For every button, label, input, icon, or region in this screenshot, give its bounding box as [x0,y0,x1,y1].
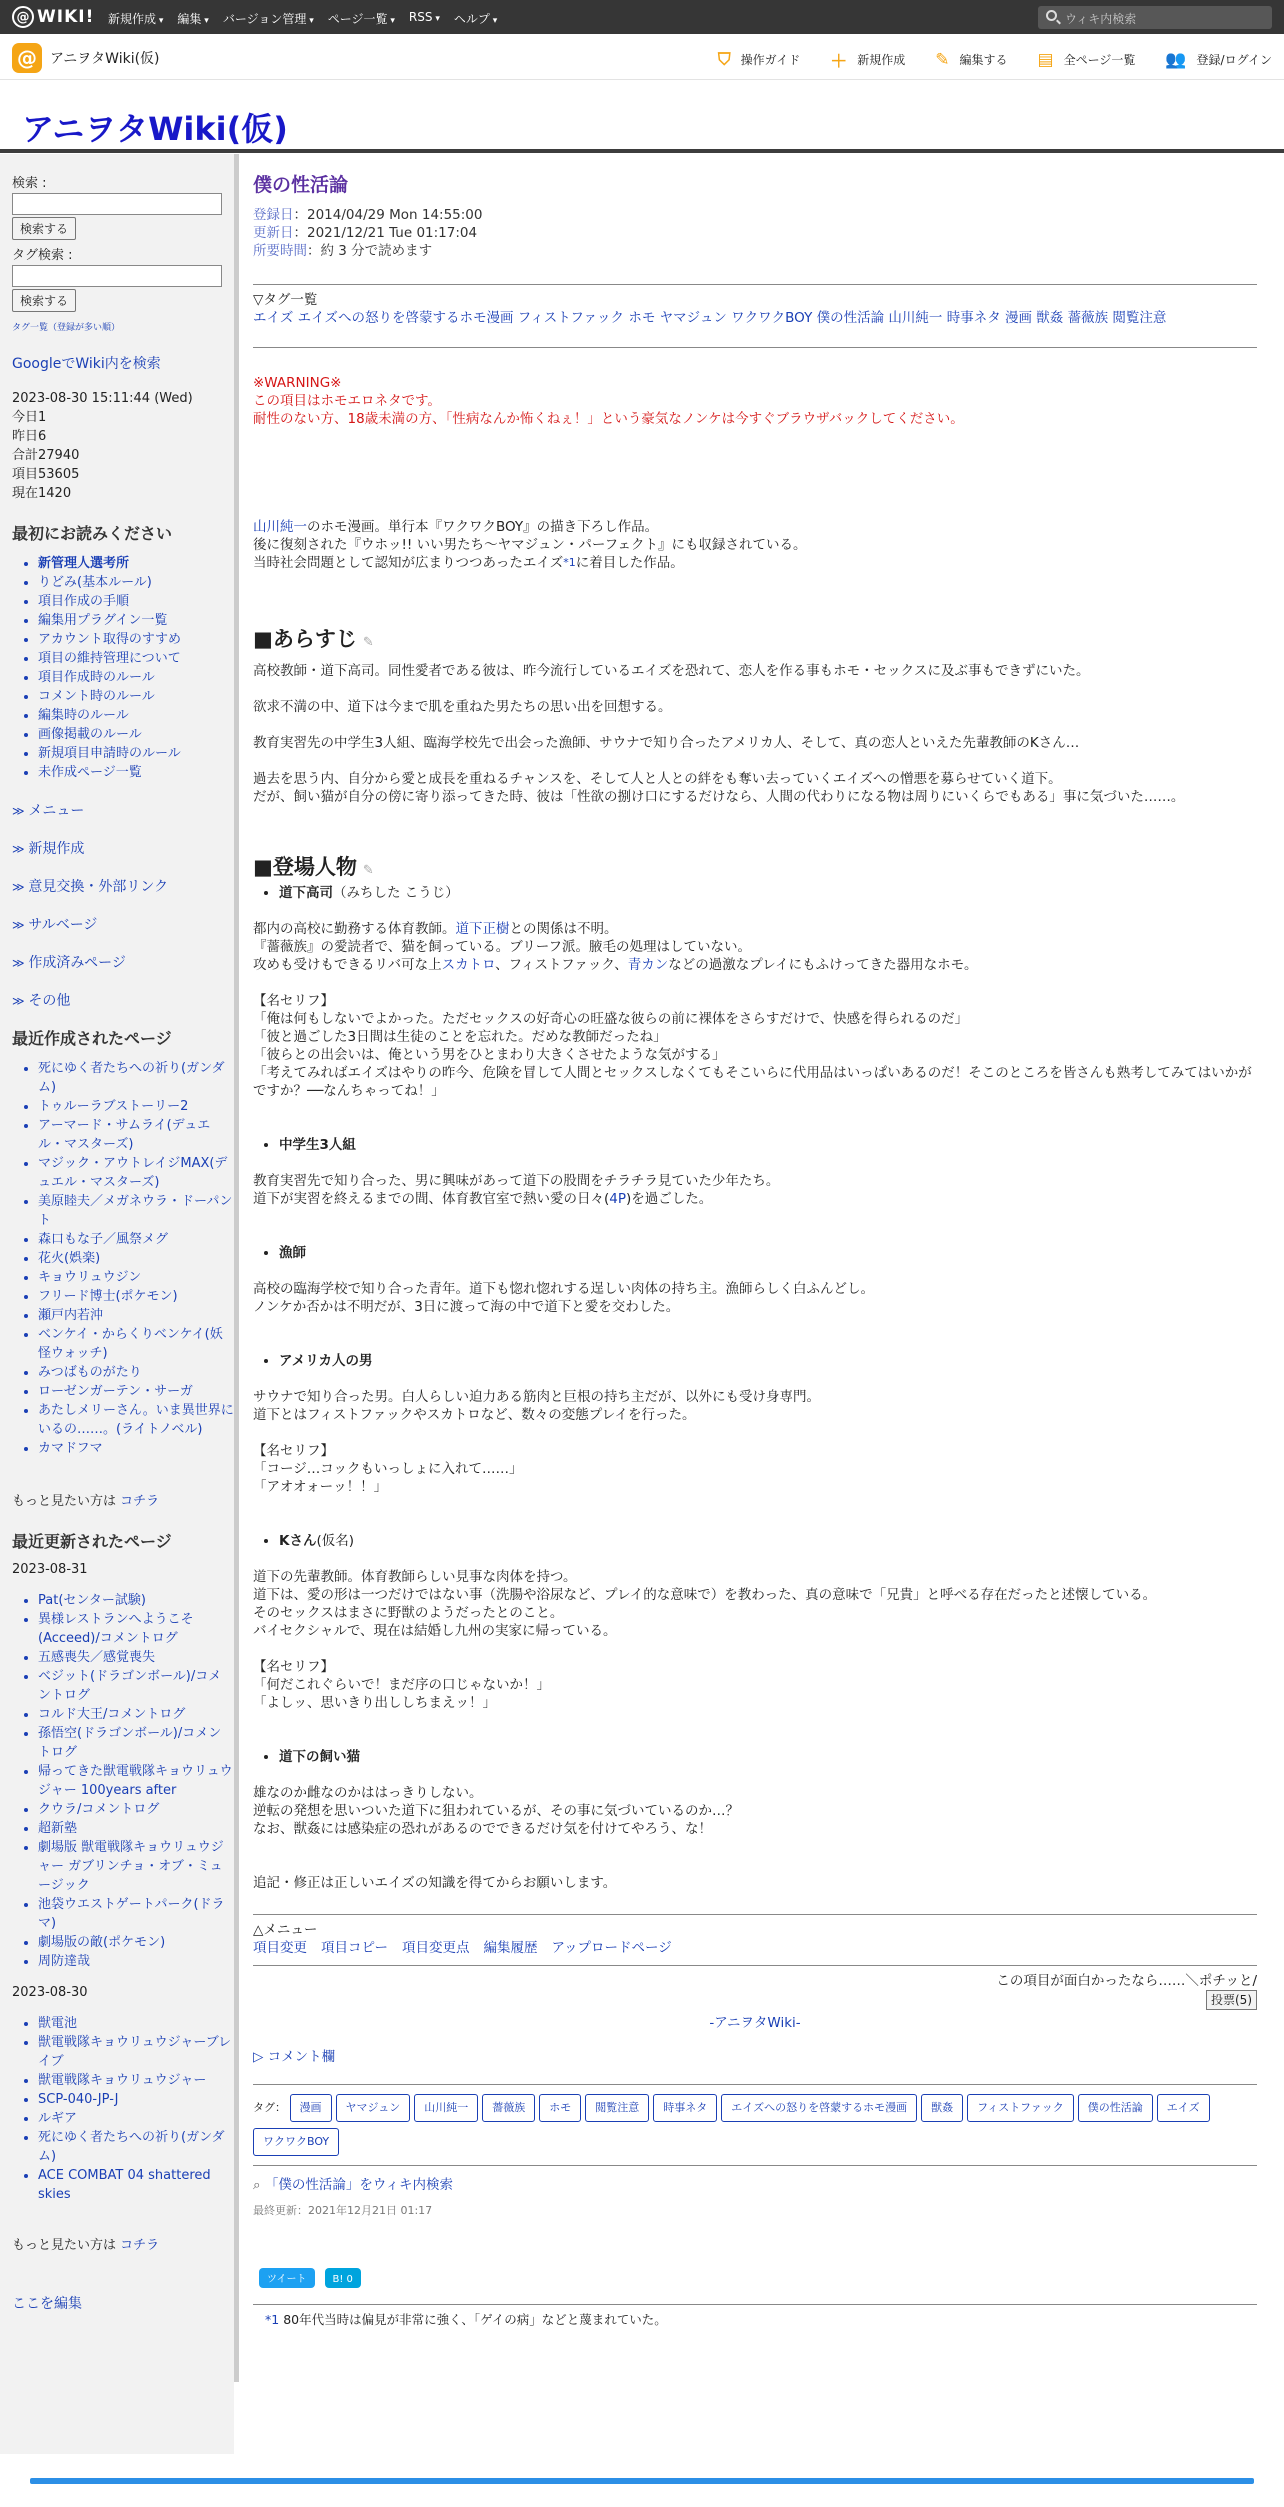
recent-updated-item[interactable]: • 異様レストランへようこそ(Acceed)/コメントログ [38,1610,234,1648]
recent-updated-heading: 最近更新されたページ [12,1532,172,1551]
recent-updated-item[interactable]: • 獣電池 [38,2014,234,2033]
tweet-button[interactable]: ツイート [259,2268,315,2288]
first-read-item[interactable]: • 項目作成の手順 [38,592,234,611]
closing-line: 追記・修正は正しいエイズの知識を得てからお願いします。 [253,1875,617,1891]
quote-heading: 【名セリフ】 [253,993,334,1009]
title-divider [0,149,1284,153]
footer-signature[interactable]: -アニヲタWiki- [709,2015,801,2031]
recent-updated-item[interactable]: • 孫悟空(ドラゴンボール)/コメントログ [38,1724,234,1762]
c1-line-2: 『薔薇族』の愛読者で、猫を飼っている。ブリーフ派。腋毛の処理はしていない。 [253,939,752,955]
wiki-title[interactable]: アニヲタWiki(仮) [22,110,288,148]
bottom-bar [30,2478,1254,2484]
c2-line-1: 教育実習先で知り合った、男に興味があって道下の股間をチラチラ見ていた少年たち。 [253,1173,780,1189]
tag-list-link[interactable]: タグ一覧（登録が多い順） [12,323,121,333]
recent-created-item[interactable]: • 森口もな子／風祭メグ [38,1230,234,1249]
first-read-item[interactable]: • コメント時のルール [38,687,234,706]
sidebar-search-input[interactable] [12,193,222,215]
tag-search-input[interactable] [12,265,222,287]
edit-section-icon[interactable]: ✎ [362,863,374,878]
more-text: もっと見たい方は [12,1494,117,1509]
edit-button[interactable] [935,47,1007,72]
tag-chip[interactable]: 薔薇族 [482,2094,535,2122]
more-created [12,1490,234,1509]
synopsis-2: 欲求不満の中、道下は今まで肌を重ねた男たちの思い出を回想する。 [253,699,672,715]
page-title: 僕の性活論 [253,174,349,196]
footnote-ref[interactable]: *1 [563,556,576,569]
character-name: • 漁師 [279,1244,1257,1262]
c5-line-4: バイセクシャルで、現在は結婚し九州の実家に帰っている。 [253,1623,617,1639]
sidebar [0,154,234,2454]
divider [253,1965,1257,1966]
menu-heading: △メニュー [253,1922,318,1938]
recent-updated-item[interactable]: • 帰ってきた獣電戦隊キョウリュウジャー 100years after [38,1762,234,1800]
tag-chip[interactable]: ヤマジュン [336,2094,411,2122]
section-title: ■登場人物 [253,855,357,879]
folder-salvage[interactable]: ≫ サルベージ [12,914,234,934]
c3-line-2: ノンケか否かは不明だが、3日に渡って海の中で道下と愛を交わした。 [253,1299,680,1315]
stat-items: 項目53605 [12,467,80,482]
search-icon [1046,10,1057,21]
warning-line-2: 耐性のない方、18歳未満の方、「性病なんか怖くねぇ！」という豪気なノンケは今すぐブラウザバックしてください。 [253,411,964,427]
stat-today: 今日1 [12,410,47,425]
site-brand[interactable] [12,43,160,73]
character-name: • 道下の飼い猫 [279,1748,1257,1766]
top-menu [108,10,497,27]
divider [253,1914,1257,1915]
c1-quote: 「考えてみればエイズはやりの昨今、危険を冒して人間とセックスしなくてもそこいらに代用品はいっぱいあるのだ！そこのところを皆さんも熟考してみてはいかがですか？──なんちゃってね！」 [253,1065,1252,1099]
tag-chip[interactable]: フィストファック [967,2094,1074,2122]
character-4 [253,1352,1257,1370]
meta-value: ：2014/04/29 Mon 14:55:00 [293,207,483,223]
divider [253,347,1257,348]
recent-updated-item[interactable]: • ルギア [38,2109,234,2128]
sidebar-search-button[interactable]: 検索する [12,217,76,240]
page-copy-link[interactable]: 項目コピー [321,1940,388,1956]
recent-created-item[interactable]: • 死にゆく者たちへの祈り(ガンダム) [38,1059,234,1097]
tag-chip[interactable]: ワクワクBOY [253,2128,339,2156]
new-page-button[interactable] [830,47,905,72]
recent-created-list [38,1059,234,1458]
recent-updated-item[interactable]: • 劇場版の敵(ポケモン) [38,1933,234,1952]
recent-created-heading: 最近作成されたページ [12,1029,172,1048]
folder-other[interactable]: ≫ その他 [12,990,234,1010]
first-read-item[interactable]: • 項目の維持管理について [38,649,234,668]
tags-label: タグ： [253,2101,286,2114]
recent-created-item[interactable]: • マジック・アウトレイジMAX(デュエル・マスターズ) [38,1154,234,1192]
all-pages-button[interactable] [1038,47,1136,72]
c1-line-1 [253,920,1257,938]
new-label: 新規作成 [857,53,906,67]
hatena-button[interactable]: B! 0 [325,2268,361,2288]
recent-updated-item[interactable]: • SCP-040-JP-J [38,2090,234,2109]
folder-created[interactable]: ≫ 作成済みページ [12,952,234,972]
meta-key: 所要時間 [253,243,307,259]
warning-title: ※WARNING※ [253,375,342,391]
tag-chip[interactable]: 閲覧注意 [585,2094,649,2122]
c5-quote: 「よしッ、思いきり出ししちまえッ！」 [253,1695,496,1711]
tag-chip[interactable]: ホモ [539,2094,581,2122]
author-link[interactable]: 山川純一 [253,519,307,535]
recent-updated-list-2 [38,2014,234,2204]
first-read-heading: 最初にお読みください [12,524,173,543]
characters-heading [253,855,1257,880]
intro-line-3 [253,554,1257,572]
c2-line-2 [253,1190,1257,1208]
tag-search-label: タグ検索 : [12,248,73,263]
menu-new[interactable]: 新規作成 ▾ [108,10,163,27]
brand-at-icon: @ [12,43,42,73]
intro-text: 当時社会問題として認知が広まりつつあったエイズ [253,555,564,571]
menu-version[interactable]: バージョン管理 ▾ [223,10,314,27]
menu-help[interactable]: ヘルプ ▾ [454,10,497,27]
first-read-item[interactable]: • 未作成ページ一覧 [38,763,234,782]
more-updated [12,2234,234,2253]
more-created-link[interactable]: コチラ [120,1494,160,1509]
action-bar [718,47,1272,72]
at-logo-icon: @ [12,6,34,28]
char-name: Kさん [279,1533,317,1549]
recent-updated-item[interactable]: • 池袋ウエストゲートパーク(ドラマ) [38,1895,234,1933]
divider [253,2304,1257,2305]
recent-created-item[interactable]: • あたしメリーさん。いま異世界にいるの……。(ライトノベル) [38,1401,234,1439]
related-link[interactable]: スカトロ [441,957,496,973]
brand-name: アニヲタWiki(仮) [50,51,160,67]
guide-icon: ⛉ [717,49,731,70]
vote-area [253,1990,1257,2010]
top-navbar [0,0,1284,34]
character-1 [253,884,1257,902]
divider [253,2165,1257,2166]
search-placeholder: ウィキ内検索 [1065,12,1137,26]
c6-line-3: なお、獣姦には感染症の恐れがあるのでできるだけ気を付けてやろう、な！ [253,1821,712,1837]
recent-updated-item[interactable]: • ACE COMBAT 04 shattered skies [38,2166,234,2204]
page-diff-link[interactable]: 項目変更点 [401,1940,470,1956]
quote-heading: 【名セリフ】 [253,1443,334,1459]
footnote-anchor[interactable]: *1 [265,2312,280,2327]
text: 都内の高校に勤務する体育教師。 [253,921,456,937]
text: 、フィストファック、 [495,957,628,973]
users-icon: 👥 [1165,49,1187,70]
meta-value: ：約 3 分で読めます [307,243,433,259]
footnote-text: 80年代当時は偏見が非常に強く、「ゲイの病」などと蔑まれていた。 [283,2312,667,2327]
menu-edit[interactable]: 編集 ▾ [177,10,208,27]
more-text-2: もっと見たい方は [12,2238,117,2253]
c1-quote: 「俺は何もしないでよかった。ただセックスの好奇心の旺盛な彼らの前に裸体をさらすだけで、快感を得られるのだ」 [253,1011,969,1027]
meta-value: ：2021/12/21 Tue 01:17:04 [293,225,478,241]
search-icon: ⌕ [253,2177,265,2193]
folder-links[interactable]: ≫ 意見交換・外部リンク [12,876,234,896]
character-name [279,1532,1257,1550]
c6-line-2: 逆転の発想を思いついた道下に狙われているが、その事に気づいているのか…？ [253,1803,739,1819]
c1-quote: 「彼と過ごした3日間は生徒のことを忘れた。だめな教師だったね」 [253,1029,667,1045]
upload-page-link[interactable]: アップロードページ [551,1940,672,1956]
stat-total: 合計27940 [12,448,80,463]
tag-chip[interactable]: 漫画 [290,2094,332,2122]
more-updated-link[interactable]: コチラ [120,2238,160,2253]
document-icon: ▤ [1037,49,1054,70]
text: )を過ごした。 [626,1191,713,1207]
character-2 [253,1136,1257,1154]
recent-created-item[interactable]: • キョウリュウジン [38,1268,234,1287]
char-name: 道下高司 [279,885,333,901]
menu-rss[interactable]: RSS ▾ [409,10,440,27]
wiki-search-input[interactable] [1038,6,1272,29]
c4-quote: 「コージ…コックもいっしょに入れて……」 [253,1461,523,1477]
section-title: ■あらすじ [253,627,357,651]
edit-label: 編集する [959,53,1008,67]
recent-updated-item[interactable]: • 獣電戦隊キョウリュウジャーブレイブ [38,2033,234,2071]
c3-line-1: 高校の臨海学校で知り合った青年。道下も惚れ惚れする逞しい肉体の持ち主。漁師らしく白ふんどし。 [253,1281,874,1297]
share-buttons [259,2268,1257,2288]
recent-updated-item[interactable]: • 劇場版 獣電戦隊キョウリュウジャー ガブリンチョ・オブ・ミュージック [38,1838,234,1895]
first-read-item[interactable]: • 新管理人選考所 [38,554,234,573]
related-link[interactable]: 4P [609,1191,627,1207]
c5-quote: 「何だこれぐらいで！まだ序の口じゃないか！」 [253,1677,550,1693]
article [253,176,1257,2329]
login-label: 登録/ログイン [1196,53,1272,67]
tag-list-heading[interactable]: ▽タグ一覧 [253,292,318,308]
text: などの過激なプレイにもふけってきた器用なホモ。 [668,957,978,973]
tag-chip[interactable]: 山川純一 [414,2094,478,2122]
meta-registered [253,206,1257,224]
recent-created-item[interactable]: • アーマード・サムライ(デュエル・マスターズ) [38,1116,234,1154]
c4-quote: 「アオオォーッ！！」 [253,1479,388,1495]
tag-chip[interactable]: 獣姦 [921,2094,963,2122]
intro-line-1 [253,518,1257,536]
synopsis-3: 教育実習先の中学生3人組、臨海学校先で出会った漁師、サウナで知り合ったアメリカ人、そして、真の恋人といえた先輩教師のKさん… [253,735,1080,751]
c5-line-3: そのセックスはまさに野獣のようだったとのこと。 [253,1605,564,1621]
pencil-icon: ✎ [935,49,950,70]
recent-created-item[interactable]: • ベンケイ・からくりベンケイ(妖怪ウォッチ) [38,1325,234,1363]
edit-sidebar-link[interactable]: ここを編集 [12,2296,82,2312]
text: 攻めも受けもできるリバ可な上 [253,957,442,973]
all-pages-label: 全ページ一覧 [1063,53,1136,67]
first-read-item[interactable]: • 編集時のルール [38,706,234,725]
stat-datetime: 2023-08-30 15:11:44 (Wed) [12,391,193,406]
recent-updated-item[interactable]: • 超新塾 [38,1819,234,1838]
recent-created-item[interactable]: • みつばものがたり [38,1363,234,1382]
meta-key: 登録日 [253,207,294,223]
page-change-link[interactable]: 項目変更 [253,1940,307,1956]
char-reading: （みちした こうじ） [333,885,459,901]
divider [253,2084,1257,2085]
text: との関係は不明。 [509,921,618,937]
edit-section-icon[interactable]: ✎ [362,635,374,650]
c5-line-2: 道下は、愛の形は一つだけではない事（洗腸や浴尿など、プレイ的な意味で）を教わった、真の意味で「兄貴」と呼べる存在だったと述懐している。 [253,1587,1157,1603]
chips [253,2101,1214,2148]
intro-text: に着目した作品。 [575,555,684,571]
footnote [253,2311,1257,2329]
synopsis-5: だが、飼い猫が自分の傍に寄り添ってきた時、彼は「性欲の捌け口にするだけなら、人間の代わりになる物は周りにいくらでもある」事に気づいた……。 [253,789,1185,805]
char-reading: (仮名) [316,1533,355,1549]
logo-text: WIKI! [37,7,95,27]
sidebar-border [234,154,239,2382]
plus-icon: ＋ [830,52,848,72]
wiki-search-link[interactable] [253,2176,1257,2194]
intro-line-2: 後に復刻された『ウホッ!! いい男たち〜ヤマジュン・パーフェクト』にも収録されている。 [253,537,807,553]
tag-chip[interactable]: エイズへの怒りを啓蒙するホモ漫画 [721,2094,917,2122]
google-search-link[interactable]: GoogleでWiki内を検索 [12,356,161,372]
character-name [279,884,1257,902]
search-link-text: 「僕の性活論」をウィキ内検索 [264,2177,454,2193]
recent-updated-item[interactable]: • Pat(センター試験) [38,1591,234,1610]
date-heading-1: 2023-08-31 [12,1562,88,1577]
character-name: • アメリカ人の男 [279,1352,1257,1370]
last-update: 最終更新：2021年12月21日 01:17 [253,2204,433,2217]
recent-updated-item[interactable]: • ベジット(ドラゴンボール)/コメントログ [38,1667,234,1705]
recent-updated-item[interactable]: • クウラ/コメントログ [38,1800,234,1819]
date-heading-2: 2023-08-30 [12,1985,88,2000]
meta-readtime [253,242,1257,260]
recent-updated-item[interactable]: • 五感喪失／感覚喪失 [38,1648,234,1667]
menu-pages[interactable]: ページ一覧 ▾ [328,10,395,27]
page-menu [253,1939,1257,1957]
c4-line-1: サウナで知り合った男。白人らしい迫力ある筋肉と巨根の持ち主だが、以外にも受け身専門。 [253,1389,820,1405]
c1-line-3 [253,956,1257,974]
stat-now: 現在1420 [12,486,72,501]
c1-quote: 「彼らとの出会いは、俺という男をひとまわり大きくさせたような気がする」 [253,1047,726,1063]
guide-label: 操作ガイド [740,53,801,67]
guide-button[interactable] [718,47,800,72]
login-button[interactable] [1165,47,1272,72]
recent-created-item[interactable]: • 花火(娯楽) [38,1249,234,1268]
wiki-logo[interactable] [12,6,94,28]
character-3 [253,1244,1257,1262]
recent-created-item[interactable]: • 瀬戸内若沖 [38,1306,234,1325]
recent-created-item[interactable]: • 美原睦夫／メガネウラ・ドーパント [38,1192,234,1230]
vote-button[interactable]: 投票(5) [1206,1990,1257,2010]
page-history-link[interactable]: 編集履歴 [483,1940,538,1956]
synopsis-heading [253,627,1257,652]
first-read-item[interactable]: • 編集用プラグイン一覧 [38,611,234,630]
character-name: • 中学生3人組 [279,1136,1257,1154]
synopsis-1: 高校教師・道下高司。同性愛者である彼は、昨今流行しているエイズを恐れて、恋人を作る事もホモ・セックスに及ぶ事もできずにいた。 [253,663,1090,679]
meta-updated [253,224,1257,242]
c6-line-1: 雄なのか雌なのかははっきりしない。 [253,1785,483,1801]
recent-updated-list-1 [38,1591,234,1971]
recent-updated-item[interactable]: • コルド大王/コメントログ [38,1705,234,1724]
folder-new[interactable]: ≫ 新規作成 [12,838,234,858]
related-link[interactable]: 道下正樹 [455,921,510,937]
character-6 [253,1748,1257,1766]
sub-header [0,34,1284,80]
first-read-item[interactable]: • 項目作成時のルール [38,668,234,687]
folder-menu[interactable]: ≫ メニュー [12,800,234,820]
first-read-item[interactable]: • 画像掲載のルール [38,725,234,744]
recent-created-item[interactable]: • ローゼンガーテン・サーガ [38,1382,234,1401]
text: 道下が実習を終えるまでの間、体育教官室で熱い愛の日々( [253,1191,610,1207]
synopsis-4: 過去を思う内、自分から愛と成長を重ねるチャンスを、そして人と人との絆をも奪い去っていくエイズへの憎悪を募らせていく道下。 [253,771,1062,787]
intro-text: のホモ漫画。単行本『ワクワクBOY』の描き下ろし作品。 [307,519,659,535]
recent-created-item[interactable]: • フリード博士(ポケモン) [38,1287,234,1306]
tag-list[interactable]: エイズ エイズへの怒りを啓蒙するホモ漫画 フィストファック ホモ ヤマジュン ワクワクBOY 僕の性活論 山川純一 時事ネタ 漫画 獣姦 薔薇族 閲覧注意 [253,310,1167,326]
tag-search-button[interactable]: 検索する [12,289,76,312]
first-read-item[interactable]: • アカウント取得のすすめ [38,630,234,649]
related-link[interactable]: 青カン [627,957,669,973]
tag-chip[interactable]: エイズ [1157,2094,1210,2122]
stat-yesterday: 昨日6 [12,429,47,444]
divider [253,284,1257,285]
first-read-item[interactable]: • 新規項目申請時のルール [38,744,234,763]
comment-section-link[interactable]: ▷ コメント欄 [253,2049,336,2065]
first-read-item[interactable]: • りどみ(基本ルール) [38,573,234,592]
search-label: 検索 : [12,176,47,191]
recent-created-item[interactable]: • トゥルーラブストーリー2 [38,1097,234,1116]
meta-key: 更新日 [253,225,294,241]
tag-chip[interactable]: 時事ネタ [653,2094,717,2122]
recent-updated-item[interactable]: • 死にゆく者たちへの祈り(ガンダム) [38,2128,234,2166]
tag-chip-list [253,2091,1257,2159]
c4-line-2: 道下とはフィストファックやスカトロなど、数々の変態プレイを行った。 [253,1407,696,1423]
recent-updated-item[interactable]: • 獣電戦隊キョウリュウジャー [38,2071,234,2090]
quote-heading: 【名セリフ】 [253,1659,334,1675]
character-5 [253,1532,1257,1550]
recent-updated-item[interactable]: • 周防達哉 [38,1952,234,1971]
first-read-list [38,554,234,782]
recent-created-item[interactable]: • カマドフマ [38,1439,234,1458]
vote-text: この項目が面白かったなら……＼ポチッと/ [996,1973,1257,1989]
warning-line-1: この項目はホモエロネタです。 [253,393,441,409]
tag-chip[interactable]: 僕の性活論 [1078,2094,1153,2122]
c5-line-1: 道下の先輩教師。体育教師らしい見事な肉体を持つ。 [253,1569,577,1585]
